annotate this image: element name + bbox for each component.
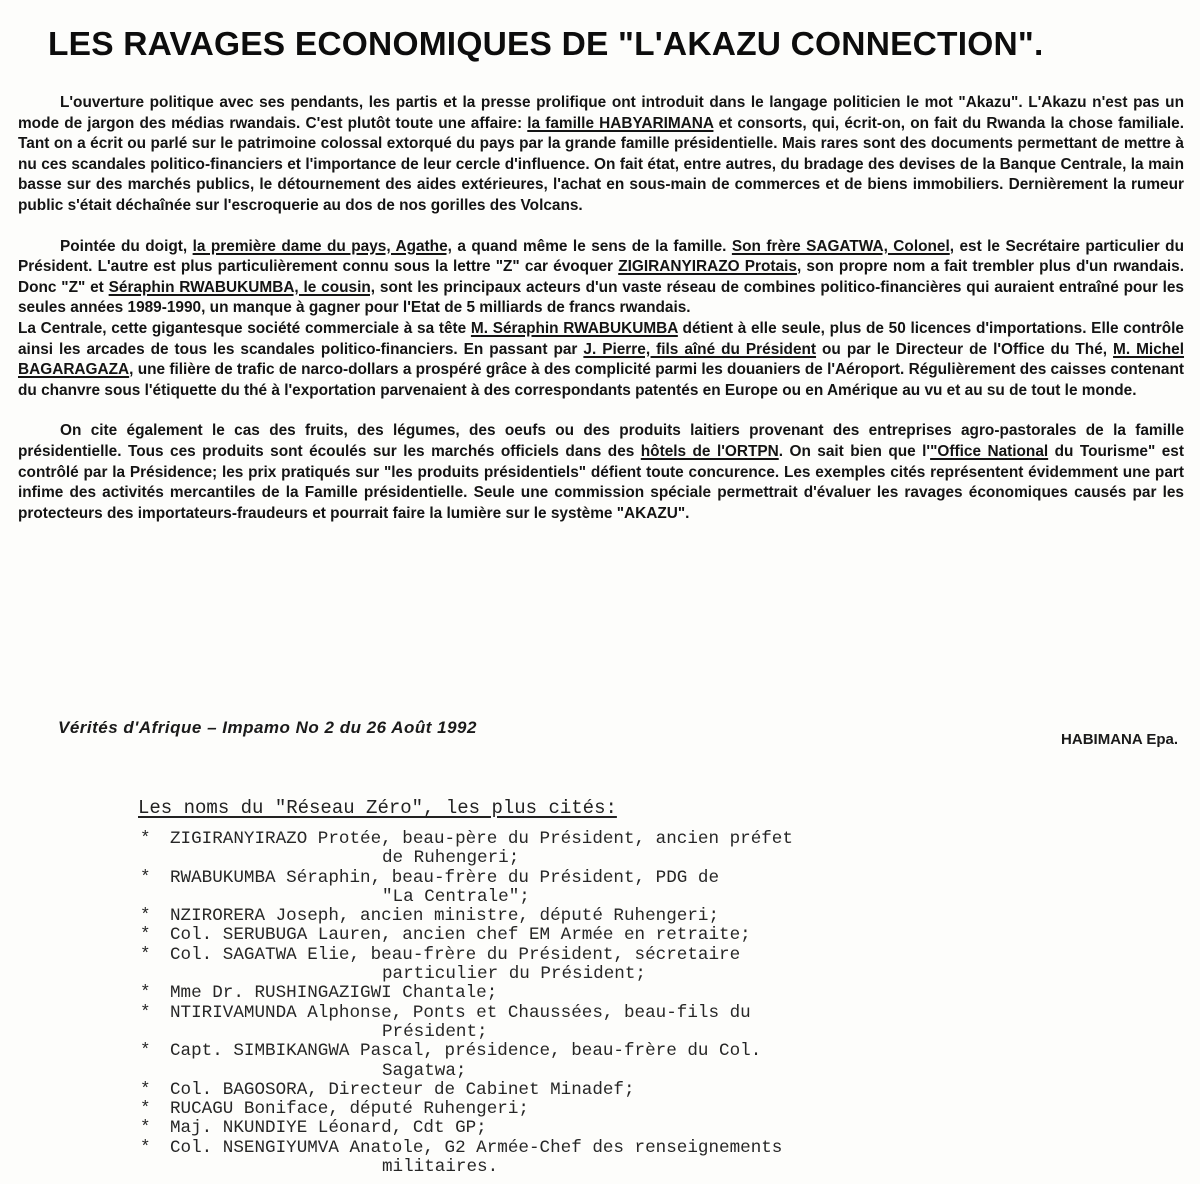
underlined-phrase: hôtels de l'ORTPN	[640, 442, 779, 460]
list-item	[140, 984, 1180, 1003]
list-item	[140, 830, 1180, 869]
entry-line: RUCAGU Boniface, député Ruhengeri;	[170, 1099, 529, 1120]
entry-continuation: Sagatwa;	[382, 1060, 467, 1081]
bullet-marker: *	[140, 829, 151, 849]
list-entry	[170, 869, 1180, 908]
text-run: , une filière de trafic de narco-dollars a prospéré grâce à des complicité parmi les douaniers de l'Aéroport. Régulièrement des caisses contenant du chanvre sous l'étiquette du thé à l'exportation parvenaient à des correspondants patentés en Europe ou en Amérique au vu et au su de tout le monde.	[18, 361, 1185, 399]
underlined-phrase: la première dame du pays, Agathe,	[192, 237, 452, 255]
entry-line: Maj. NKUNDIYE Léonard, Cdt GP;	[170, 1118, 487, 1139]
bullet-marker: *	[140, 1118, 151, 1139]
underlined-phrase: Séraphin RWABUKUMBA, le cousin,	[108, 278, 376, 296]
underlined-phrase: "Office National	[930, 442, 1049, 460]
paragraph-2	[18, 237, 1184, 319]
underlined-phrase: Son frère SAGATWA, Colonel	[731, 237, 950, 255]
text-run: a quand même le sens de la famille.	[451, 237, 732, 255]
entry-line: Capt. SIMBIKANGWA Pascal, présidence, beau-frère du Col.	[170, 1041, 762, 1062]
bullet-marker: *	[140, 925, 151, 946]
text-run: , est le Secrétaire particulier du Président. L'autre est plus particulièrement connu sous la lettre "Z" car évoquer	[18, 237, 1184, 276]
list-entry	[170, 907, 1180, 926]
list-item	[140, 869, 1180, 908]
underlined-phrase: J. Pierre, fils aîné du Président	[583, 340, 817, 358]
article-title: LES RAVAGES ECONOMIQUES DE "L'AKAZU CONNECTION".	[48, 26, 1044, 63]
list-item	[140, 1004, 1180, 1043]
entry-line: RWABUKUMBA Séraphin, beau-frère du Président, PDG de	[170, 867, 720, 888]
list-item	[140, 1119, 1180, 1138]
text-run: Pointée du doigt,	[60, 237, 193, 255]
underlined-phrase: la famille HABYARIMANA	[527, 114, 714, 132]
entry-line: Col. NSENGIYUMVA Anatole, G2 Armée-Chef des renseignements	[170, 1137, 783, 1158]
author-signature: HABIMANA Epa.	[1061, 731, 1178, 748]
paragraph-4	[18, 421, 1184, 524]
bullet-marker: *	[140, 1137, 151, 1158]
list-item	[140, 1100, 1180, 1119]
names-list	[140, 830, 1180, 1177]
bullet-marker: *	[140, 944, 151, 965]
text-run: On cite également le cas des fruits, des légumes, des oeufs ou des produits laitiers provenant des entreprises agro-pastorales de la famille présidentielle. Tous ces produits sont écoulés sur les marchés officiels dans des	[18, 422, 1184, 460]
list-entry	[170, 1100, 1180, 1119]
list-item	[140, 926, 1180, 945]
underlined-phrase: ZIGIRANYIRAZO Protais	[618, 258, 797, 276]
list-entry	[170, 984, 1180, 1003]
bullet-marker: *	[140, 867, 151, 888]
article-body	[18, 93, 1184, 524]
list-entry	[170, 1119, 1180, 1138]
text-run: . On sait bien que l'	[778, 442, 931, 460]
list-entry	[170, 926, 1180, 945]
list-entry	[170, 1042, 1180, 1081]
entry-line: NTIRIVAMUNDA Alphonse, Ponts et Chaussées, beau-fils du	[170, 1002, 751, 1023]
entry-line: Col. SAGATWA Elie, beau-frère du Président, sécretaire	[170, 944, 741, 965]
bullet-marker: *	[140, 906, 151, 927]
list-item	[140, 946, 1180, 985]
text-run: La Centrale, cette gigantesque société commerciale à sa tête	[18, 319, 471, 337]
underlined-phrase: M. Séraphin RWABUKUMBA	[470, 319, 678, 337]
entry-continuation: de Ruhengeri;	[382, 848, 520, 869]
entry-line: NZIRORERA Joseph, ancien ministre, député Ruhengeri;	[170, 906, 720, 927]
entry-line: ZIGIRANYIRAZO Protée, beau-père du Président, ancien préfet	[170, 829, 793, 849]
entry-line: Mme Dr. RUSHINGAZIGWI Chantale;	[170, 983, 498, 1004]
text-run: détient à elle seule, plus de 50 licences d'importations. Elle contrôle ainsi les arcades de tous les scandales politico-financiers. En passant par	[18, 319, 1184, 358]
entry-line: Col. BAGOSORA, Directeur de Cabinet Minadef;	[170, 1079, 635, 1100]
bullet-marker: *	[140, 1079, 151, 1100]
underlined-phrase: M. Michel BAGARAGAZA	[18, 340, 1185, 379]
list-heading: Les noms du "Réseau Zéro", les plus cités:	[138, 797, 617, 819]
entry-line: Col. SERUBUGA Lauren, ancien chef EM Armée en retraite;	[170, 925, 751, 946]
source-citation: Vérités d'Afrique – Impamo No 2 du 26 Août 1992	[58, 718, 477, 737]
text-run: du Tourisme" est contrôlé par la Présidence; les prix pratiqués sur "les produits présidentiels" défient toute concurence. Les exemples cités représentent évidemment une part infime des activités mercantiles de la Famille présidentielle. Seule une commission spéciale permettrait d'évaluer les ravages économiques causés par les protecteurs des importateurs-fraudeurs et pourrait faire la lumière sur le système "AKAZU".	[18, 442, 1184, 522]
text-run: ou par le Directeur de l'Office du Thé,	[816, 340, 1114, 358]
list-entry	[170, 946, 1180, 985]
bullet-marker: *	[140, 983, 151, 1004]
list-entry	[170, 830, 1180, 869]
bullet-marker: *	[140, 1002, 151, 1023]
entry-continuation: militaires.	[382, 1157, 499, 1178]
paragraph-1	[18, 93, 1184, 217]
list-entry	[170, 1081, 1180, 1100]
entry-continuation: particulier du Président;	[382, 964, 646, 985]
text-run: , son propre nom a fait trembler plus d'un rwandais. Donc "Z" et	[18, 258, 1184, 296]
paragraph-3	[18, 319, 1184, 401]
bullet-marker: *	[140, 1041, 151, 1062]
text-run: et consorts, qui, écrit-on, on fait du Rwanda la chose familiale. Tant on a écrit ou parlé sur le patrimoine colossal extorqué du pays par la grande famille présidentielle. Mais rares sont des documents permettant de mettre à nu ces scandales politico-financiers et l'importance de leur cercle d'influence. On fait état, entre autres, du bradage des devises de la Banque Centrale, la main basse sur des marchés publics, le détournement des aides extérieures, l'achat en sous-main de commerces et de biens immobiliers. Dernièrement la rumeur public s'était déchaînée sur l'escroquerie au dos de nos gorilles des Volcans.	[18, 114, 1184, 214]
list-entry	[170, 1139, 1180, 1178]
entry-continuation: Président;	[382, 1021, 488, 1042]
list-item	[140, 907, 1180, 926]
bullet-marker: *	[140, 1099, 151, 1120]
text-run: sont les principaux acteurs d'un vaste réseau de combines politico-financières qui auraient entraîné pour les seules années 1989-1990, un manque à gagner pour l'Etat de 5 milliards de francs rwandais.	[18, 278, 1184, 317]
list-entry	[170, 1004, 1180, 1043]
list-item	[140, 1042, 1180, 1081]
entry-continuation: "La Centrale";	[382, 886, 530, 907]
list-item	[140, 1139, 1180, 1178]
list-item	[140, 1081, 1180, 1100]
text-run: L'ouverture politique avec ses pendants, les partis et la presse prolifique ont introduit dans le langage politicien le mot "Akazu". L'Akazu n'est pas un mode de jargon des médias rwandais. C'est plutôt toute une affaire:	[18, 94, 1184, 132]
